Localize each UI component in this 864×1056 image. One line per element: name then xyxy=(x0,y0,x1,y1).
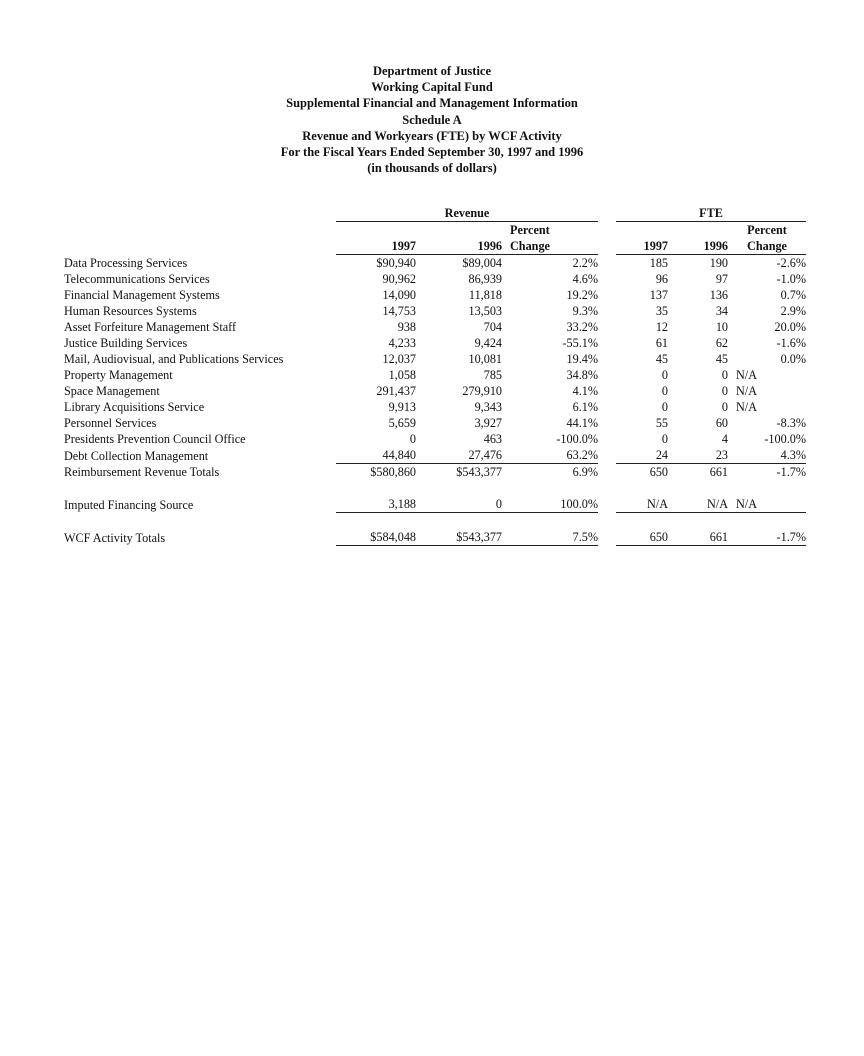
row-label: Personnel Services xyxy=(64,416,157,430)
row-fte-1997: 0 xyxy=(661,384,668,398)
row-fte-pct: 0.7% xyxy=(780,288,806,302)
row-label: Asset Forfeiture Management Staff xyxy=(64,320,237,334)
spacer-row xyxy=(64,480,806,496)
row-rev-1996: 13,503 xyxy=(468,304,502,318)
row-rev-pct: 44.1% xyxy=(566,416,598,430)
row-fte-pct: -1.7% xyxy=(728,529,806,546)
table-row xyxy=(64,447,806,464)
row-rev-1996: 463 xyxy=(483,432,502,446)
table-row xyxy=(64,335,806,351)
row-rev-pct: 19.4% xyxy=(566,352,598,366)
row-fte-pct: N/A xyxy=(736,368,757,382)
row-fte-1996: 0 xyxy=(721,400,728,414)
row-rev-pct: 100.0% xyxy=(502,496,598,513)
row-fte-1996: 45 xyxy=(715,352,728,366)
row-fte-pct: -1.7% xyxy=(776,465,806,479)
row-fte-pct: N/A xyxy=(736,384,757,398)
row-rev-1996: 10,081 xyxy=(468,352,502,366)
table-row xyxy=(64,255,806,272)
header-table-title: Revenue and Workyears (FTE) by WCF Activity xyxy=(302,128,562,143)
row-rev-1997: 14,753 xyxy=(382,304,416,318)
wcf-activity-totals-row xyxy=(64,529,806,546)
row-fte-1997: 185 xyxy=(649,256,668,270)
row-rev-1997: $584,048 xyxy=(336,529,416,546)
table-row xyxy=(64,351,806,367)
row-label: Reimbursement Revenue Totals xyxy=(64,465,220,479)
row-fte-1997: 35 xyxy=(655,304,668,318)
spacer-row xyxy=(64,513,806,530)
fte-1997-header: 1997 xyxy=(616,238,668,255)
fte-1996-header: 1996 xyxy=(668,238,728,255)
row-rev-pct: 63.2% xyxy=(502,447,598,464)
row-fte-pct: 2.9% xyxy=(780,304,806,318)
row-fte-1997: N/A xyxy=(616,496,668,513)
row-label: Data Processing Services xyxy=(64,256,188,270)
row-fte-pct: 4.3% xyxy=(728,447,806,464)
row-fte-1996: 0 xyxy=(721,384,728,398)
row-fte-pct: -2.6% xyxy=(776,256,806,270)
table-row xyxy=(64,303,806,319)
row-rev-1997: 291,437 xyxy=(376,384,416,398)
row-rev-pct: 4.6% xyxy=(572,272,598,286)
row-rev-pct: 7.5% xyxy=(502,529,598,546)
row-label: Presidents Prevention Council Office xyxy=(64,432,246,446)
row-rev-1997: $90,940 xyxy=(376,256,416,270)
row-fte-1996: 23 xyxy=(668,447,728,464)
row-fte-1997: 55 xyxy=(655,416,668,430)
row-rev-1996: $89,004 xyxy=(462,256,502,270)
row-fte-1996: 661 xyxy=(709,465,728,479)
row-label: Library Acquisitions Service xyxy=(64,400,205,414)
fte-pct-header-line2: Change xyxy=(728,238,806,255)
row-fte-1996: 34 xyxy=(715,304,728,318)
row-rev-1997: 3,188 xyxy=(336,496,416,513)
row-label: WCF Activity Totals xyxy=(64,530,166,545)
row-fte-1996: 136 xyxy=(709,288,728,302)
row-rev-pct: 4.1% xyxy=(572,384,598,398)
table-row xyxy=(64,287,806,303)
row-fte-pct: -100.0% xyxy=(764,432,806,446)
row-fte-pct: 0.0% xyxy=(780,352,806,366)
fte-group-header: FTE xyxy=(616,205,806,222)
row-rev-1997: 14,090 xyxy=(382,288,416,302)
row-label: Imputed Financing Source xyxy=(64,497,194,512)
row-rev-pct: -55.1% xyxy=(562,336,598,350)
row-label: Justice Building Services xyxy=(64,336,188,350)
row-rev-pct: 33.2% xyxy=(566,320,598,334)
row-fte-1997: 0 xyxy=(661,400,668,414)
row-rev-1996: 9,424 xyxy=(474,336,502,350)
row-rev-1996: 86,939 xyxy=(468,272,502,286)
row-fte-pct: -1.0% xyxy=(776,272,806,286)
row-rev-1997: 1,058 xyxy=(388,368,416,382)
row-label: Telecommunications Services xyxy=(64,272,210,286)
row-fte-1997: 0 xyxy=(661,432,668,446)
row-rev-1997: 90,962 xyxy=(382,272,416,286)
rev-pct-header-line2: Change xyxy=(502,238,598,255)
table-row xyxy=(64,319,806,335)
imputed-financing-row xyxy=(64,496,806,513)
row-fte-1996: 10 xyxy=(715,320,728,334)
row-rev-1997: 938 xyxy=(397,320,416,334)
table-row xyxy=(64,271,806,287)
row-fte-1996: 62 xyxy=(715,336,728,350)
header-fiscal-years: For the Fiscal Years Ended September 30, 1997 and 1996 xyxy=(280,145,584,160)
row-rev-1997: 12,037 xyxy=(382,352,416,366)
row-rev-1997: 9,913 xyxy=(388,400,416,414)
row-rev-pct: 6.1% xyxy=(572,400,598,414)
revenue-group-header: Revenue xyxy=(336,205,598,222)
row-fte-1996: 4 xyxy=(721,432,728,446)
row-label: Debt Collection Management xyxy=(64,448,209,463)
header-units: (in thousands of dollars) xyxy=(367,161,497,176)
header-supplemental: Supplemental Financial and Management Information xyxy=(286,96,578,111)
fte-pct-header-line1: Percent xyxy=(747,223,787,237)
rev-1997-header: 1997 xyxy=(336,238,416,255)
row-label: Space Management xyxy=(64,384,160,398)
row-fte-1997: 650 xyxy=(649,465,668,479)
row-fte-pct: -8.3% xyxy=(776,416,806,430)
header-schedule: Schedule A xyxy=(402,112,462,127)
header-fund: Working Capital Fund xyxy=(371,80,493,95)
table-row xyxy=(64,415,806,431)
row-rev-pct: 19.2% xyxy=(566,288,598,302)
row-fte-1997: 45 xyxy=(655,352,668,366)
row-rev-pct: 9.3% xyxy=(572,304,598,318)
rev-1996-header: 1996 xyxy=(416,238,502,255)
row-rev-pct: 34.8% xyxy=(566,368,598,382)
row-fte-1996: 190 xyxy=(709,256,728,270)
row-fte-1997: 61 xyxy=(655,336,668,350)
row-fte-1996: 661 xyxy=(668,529,728,546)
row-fte-1997: 650 xyxy=(616,529,668,546)
row-fte-1997: 96 xyxy=(655,272,668,286)
row-rev-1996: 704 xyxy=(483,320,502,334)
row-fte-1997: 0 xyxy=(661,368,668,382)
table-row xyxy=(64,431,806,447)
row-fte-1997: 12 xyxy=(655,320,668,334)
row-rev-1996: 3,927 xyxy=(474,416,502,430)
group-header-row xyxy=(64,205,806,222)
row-rev-1996: 27,476 xyxy=(416,447,502,464)
row-rev-1997: 0 xyxy=(409,432,416,446)
row-fte-1997: 137 xyxy=(649,288,668,302)
column-header-row-2 xyxy=(64,238,806,255)
row-rev-1996: $543,377 xyxy=(456,465,502,479)
row-label: Mail, Audiovisual, and Publications Services xyxy=(64,352,284,366)
row-label: Human Resources Systems xyxy=(64,304,197,318)
row-rev-1996: 279,910 xyxy=(462,384,502,398)
row-fte-1996: 60 xyxy=(715,416,728,430)
row-rev-1997: $580,860 xyxy=(370,465,416,479)
row-label: Financial Management Systems xyxy=(64,288,220,302)
row-rev-pct: 2.2% xyxy=(572,256,598,270)
row-fte-1996: 97 xyxy=(715,272,728,286)
row-fte-pct: N/A xyxy=(736,400,757,414)
row-rev-1997: 4,233 xyxy=(388,336,416,350)
row-rev-1996: 0 xyxy=(416,496,502,513)
reimbursement-totals-row xyxy=(64,464,806,481)
row-rev-1997: 44,840 xyxy=(336,447,416,464)
row-rev-1997: 5,659 xyxy=(388,416,416,430)
row-fte-1996: 0 xyxy=(721,368,728,382)
row-fte-pct: -1.6% xyxy=(776,336,806,350)
report-header xyxy=(0,63,864,176)
table-row xyxy=(64,399,806,415)
row-rev-1996: 11,818 xyxy=(468,288,502,302)
table-row xyxy=(64,383,806,399)
table-row xyxy=(64,367,806,383)
row-rev-pct: 6.9% xyxy=(572,465,598,479)
row-rev-1996: $543,377 xyxy=(416,529,502,546)
row-rev-1996: 785 xyxy=(483,368,502,382)
row-fte-pct: N/A xyxy=(728,496,806,513)
rev-pct-header-line1: Percent xyxy=(510,223,550,237)
header-department: Department of Justice xyxy=(372,64,492,78)
row-fte-1996: N/A xyxy=(668,496,728,513)
row-label: Property Management xyxy=(64,368,173,382)
revenue-fte-table xyxy=(64,205,806,546)
row-fte-1997: 24 xyxy=(616,447,668,464)
column-header-row-1 xyxy=(64,222,806,239)
row-rev-1996: 9,343 xyxy=(474,400,502,414)
row-rev-pct: -100.0% xyxy=(556,432,598,446)
row-fte-pct: 20.0% xyxy=(774,320,806,334)
